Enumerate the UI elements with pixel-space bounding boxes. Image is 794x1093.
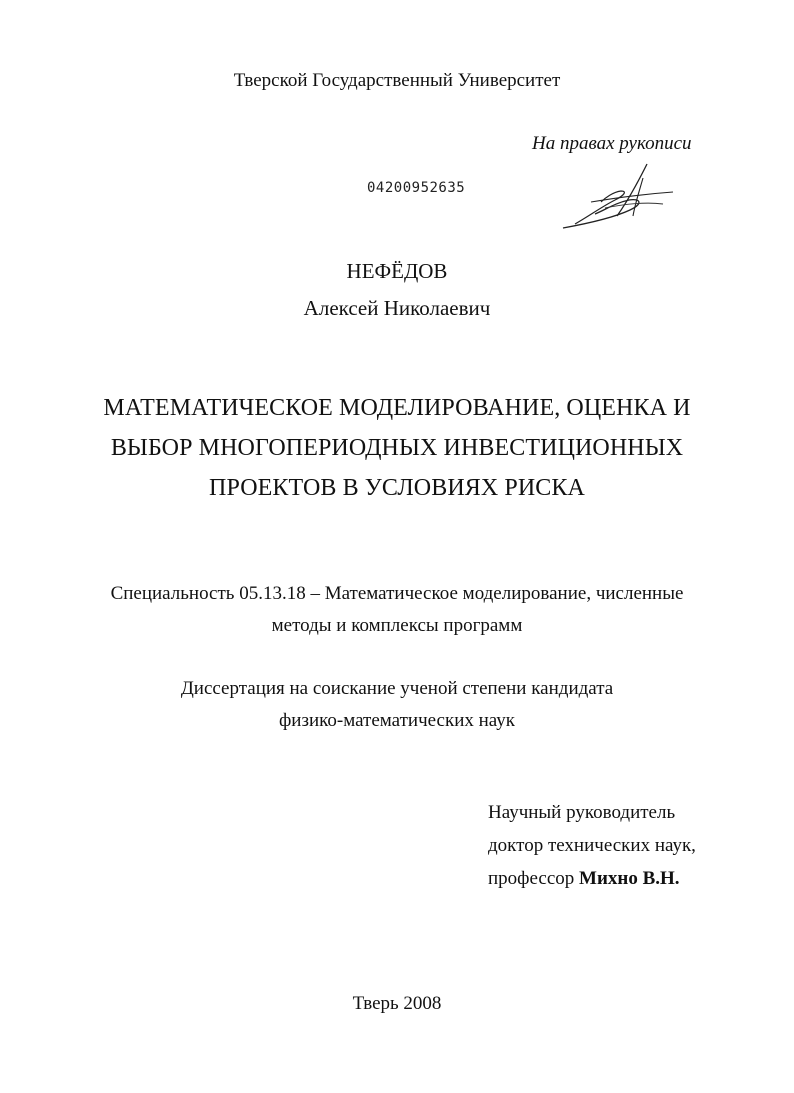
supervisor-role: Научный руководитель — [488, 802, 676, 823]
supervisor-rank: профессор — [488, 868, 575, 889]
supervisor-rank-line — [488, 862, 696, 895]
place-year: Тверь 2008 — [352, 993, 442, 1014]
manuscript-note: На правах рукописи — [532, 133, 692, 154]
thesis-title-line: ВЫБОР МНОГОПЕРИОДНЫХ ИНВЕСТИЦИОННЫХ — [110, 435, 684, 461]
supervisor-degree: доктор технических наук, — [488, 835, 696, 856]
degree-statement — [0, 673, 794, 737]
specialty — [0, 578, 794, 642]
thesis-title-line: МАТЕМАТИЧЕСКОЕ МОДЕЛИРОВАНИЕ, ОЦЕНКА И — [103, 395, 691, 421]
handwritten-signature-icon — [555, 158, 680, 238]
degree-line: физико-математических наук — [278, 710, 516, 731]
university-name: Тверской Государственный Университет — [233, 70, 561, 91]
supervisor-name: Михно В.Н. — [579, 868, 680, 889]
catalog-number: 04200952635 — [367, 180, 466, 196]
degree-line: Диссертация на соискание ученой степени кандидата — [180, 678, 614, 699]
specialty-line: Специальность 05.13.18 – Математическое моделирование, численные — [110, 583, 684, 604]
author-surname: НЕФЁДОВ — [346, 259, 448, 283]
author-given-names: Алексей Николаевич — [303, 296, 491, 320]
supervisor-block — [488, 796, 696, 895]
thesis-title-line: ПРОЕКТОВ В УСЛОВИЯХ РИСКА — [209, 475, 585, 501]
specialty-line: методы и комплексы программ — [271, 615, 523, 636]
thesis-title — [0, 388, 794, 508]
